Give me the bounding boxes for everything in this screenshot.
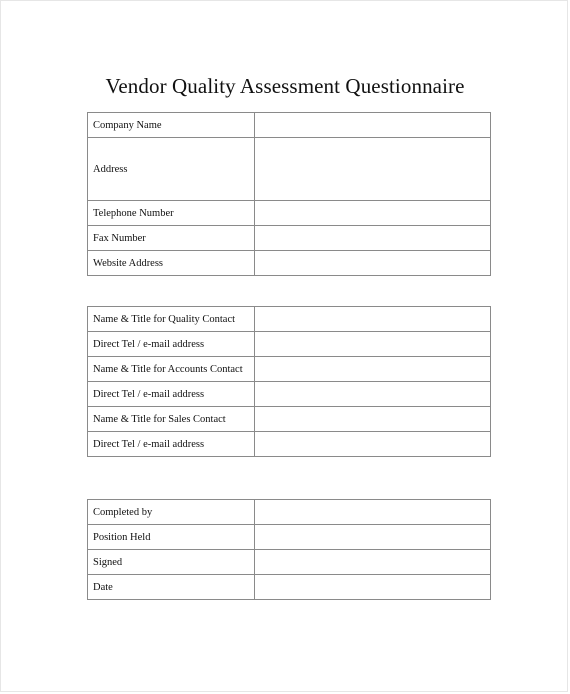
form-row bbox=[88, 226, 491, 251]
quality-contact-label: Name & Title for Quality Contact bbox=[88, 307, 255, 332]
completed-by-field[interactable] bbox=[255, 500, 491, 525]
quality-direct-tel-field[interactable] bbox=[255, 332, 491, 357]
telephone-label: Telephone Number bbox=[88, 201, 255, 226]
form-row bbox=[88, 113, 491, 138]
form-row bbox=[88, 307, 491, 332]
date-label: Date bbox=[88, 575, 255, 600]
telephone-field[interactable] bbox=[255, 201, 491, 226]
form-row bbox=[88, 500, 491, 525]
form-row bbox=[88, 575, 491, 600]
sales-direct-tel-label: Direct Tel / e-mail address bbox=[88, 432, 255, 457]
quality-direct-tel-label: Direct Tel / e-mail address bbox=[88, 332, 255, 357]
company-name-field[interactable] bbox=[255, 113, 491, 138]
form-row bbox=[88, 251, 491, 276]
form-row bbox=[88, 332, 491, 357]
contacts-table bbox=[87, 306, 491, 457]
sales-contact-field[interactable] bbox=[255, 407, 491, 432]
form-row bbox=[88, 138, 491, 201]
form-row bbox=[88, 407, 491, 432]
document-title: Vendor Quality Assessment Questionnaire bbox=[105, 74, 465, 98]
quality-contact-field[interactable] bbox=[255, 307, 491, 332]
accounts-contact-label: Name & Title for Accounts Contact bbox=[88, 357, 255, 382]
website-field[interactable] bbox=[255, 251, 491, 276]
fax-label: Fax Number bbox=[88, 226, 255, 251]
accounts-contact-field[interactable] bbox=[255, 357, 491, 382]
sales-contact-label: Name & Title for Sales Contact bbox=[88, 407, 255, 432]
accounts-direct-tel-label: Direct Tel / e-mail address bbox=[88, 382, 255, 407]
accounts-direct-tel-field[interactable] bbox=[255, 382, 491, 407]
date-field[interactable] bbox=[255, 575, 491, 600]
form-row bbox=[88, 201, 491, 226]
form-row bbox=[88, 382, 491, 407]
address-field[interactable] bbox=[255, 138, 491, 201]
signed-label: Signed bbox=[88, 550, 255, 575]
completed-by-label: Completed by bbox=[88, 500, 255, 525]
form-row bbox=[88, 357, 491, 382]
signed-field[interactable] bbox=[255, 550, 491, 575]
form-row bbox=[88, 432, 491, 457]
sales-direct-tel-field[interactable] bbox=[255, 432, 491, 457]
form-row bbox=[88, 525, 491, 550]
website-label: Website Address bbox=[88, 251, 255, 276]
fax-field[interactable] bbox=[255, 226, 491, 251]
form-row bbox=[88, 550, 491, 575]
company-name-label: Company Name bbox=[88, 113, 255, 138]
position-held-label: Position Held bbox=[88, 525, 255, 550]
position-held-field[interactable] bbox=[255, 525, 491, 550]
completion-table bbox=[87, 499, 491, 600]
company-details-table bbox=[87, 112, 491, 276]
address-label: Address bbox=[88, 138, 255, 201]
